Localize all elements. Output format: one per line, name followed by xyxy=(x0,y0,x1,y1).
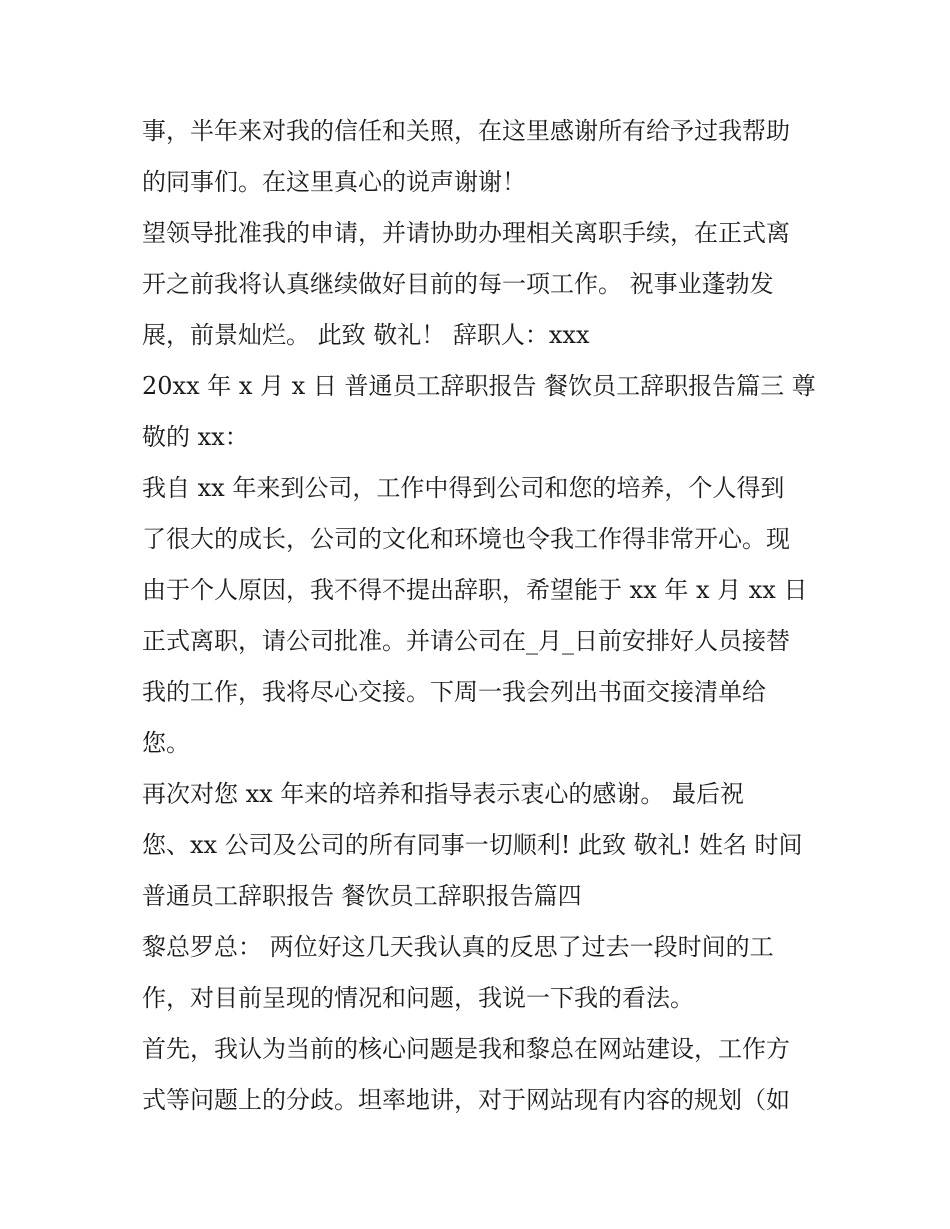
text-line: 式等问题上的分歧。坦率地讲，对于网站现有内容的规划（如 xyxy=(142,1086,790,1114)
text-line: 敬的 xx： xyxy=(142,423,249,451)
text-line: 我的工作，我将尽心交接。下周一我会列出书面交接清单给 xyxy=(142,678,766,706)
text-line: 您、xx 公司及公司的所有同事一切顺利! 此致 敬礼! 姓名 时间 xyxy=(142,831,803,859)
text-line: 由于个人原因，我不得不提出辞职，希望能于 xx 年 x 月 xx 日 xyxy=(142,576,808,604)
text-line: 我自 xx 年来到公司，工作中得到公司和您的培养，个人得到 xyxy=(142,474,785,502)
text-line: 再次对您 xx 年来的培养和指导表示衷心的感谢。 最后祝 xyxy=(142,780,744,808)
text-line: 开之前我将认真继续做好目前的每一项工作。 祝事业蓬勃发 xyxy=(142,270,774,298)
text-line: 事，半年来对我的信任和关照，在这里感谢所有给予过我帮助 xyxy=(142,117,790,145)
document-body xyxy=(142,106,822,1126)
text-line: 您。 xyxy=(142,729,190,757)
text-line: 正式离职，请公司批准。并请公司在_月_日前安排好人员接替 xyxy=(142,627,790,655)
text-line: 的同事们。在这里真心的说声谢谢！ xyxy=(142,168,526,196)
text-line: 首先，我认为当前的核心问题是我和黎总在网站建设，工作方 xyxy=(142,1035,790,1063)
text-line: 普通员工辞职报告 餐饮员工辞职报告篇四 xyxy=(142,882,582,910)
text-line: 作，对目前呈现的情况和问题，我说一下我的看法。 xyxy=(142,984,694,1012)
text-line: 20xx 年 x 月 x 日 普通员工辞职报告 餐饮员工辞职报告篇三 尊 xyxy=(142,372,816,400)
text-line: 黎总罗总： 两位好这几天我认真的反思了过去一段时间的工 xyxy=(142,933,774,961)
text-line: 望领导批准我的申请，并请协助办理相关离职手续，在正式离 xyxy=(142,219,790,247)
text-line: 了很大的成长，公司的文化和环境也令我工作得非常开心。现 xyxy=(142,525,790,553)
text-line: 展，前景灿烂。 此致 敬礼！ 辞职人：xxx xyxy=(142,321,590,349)
